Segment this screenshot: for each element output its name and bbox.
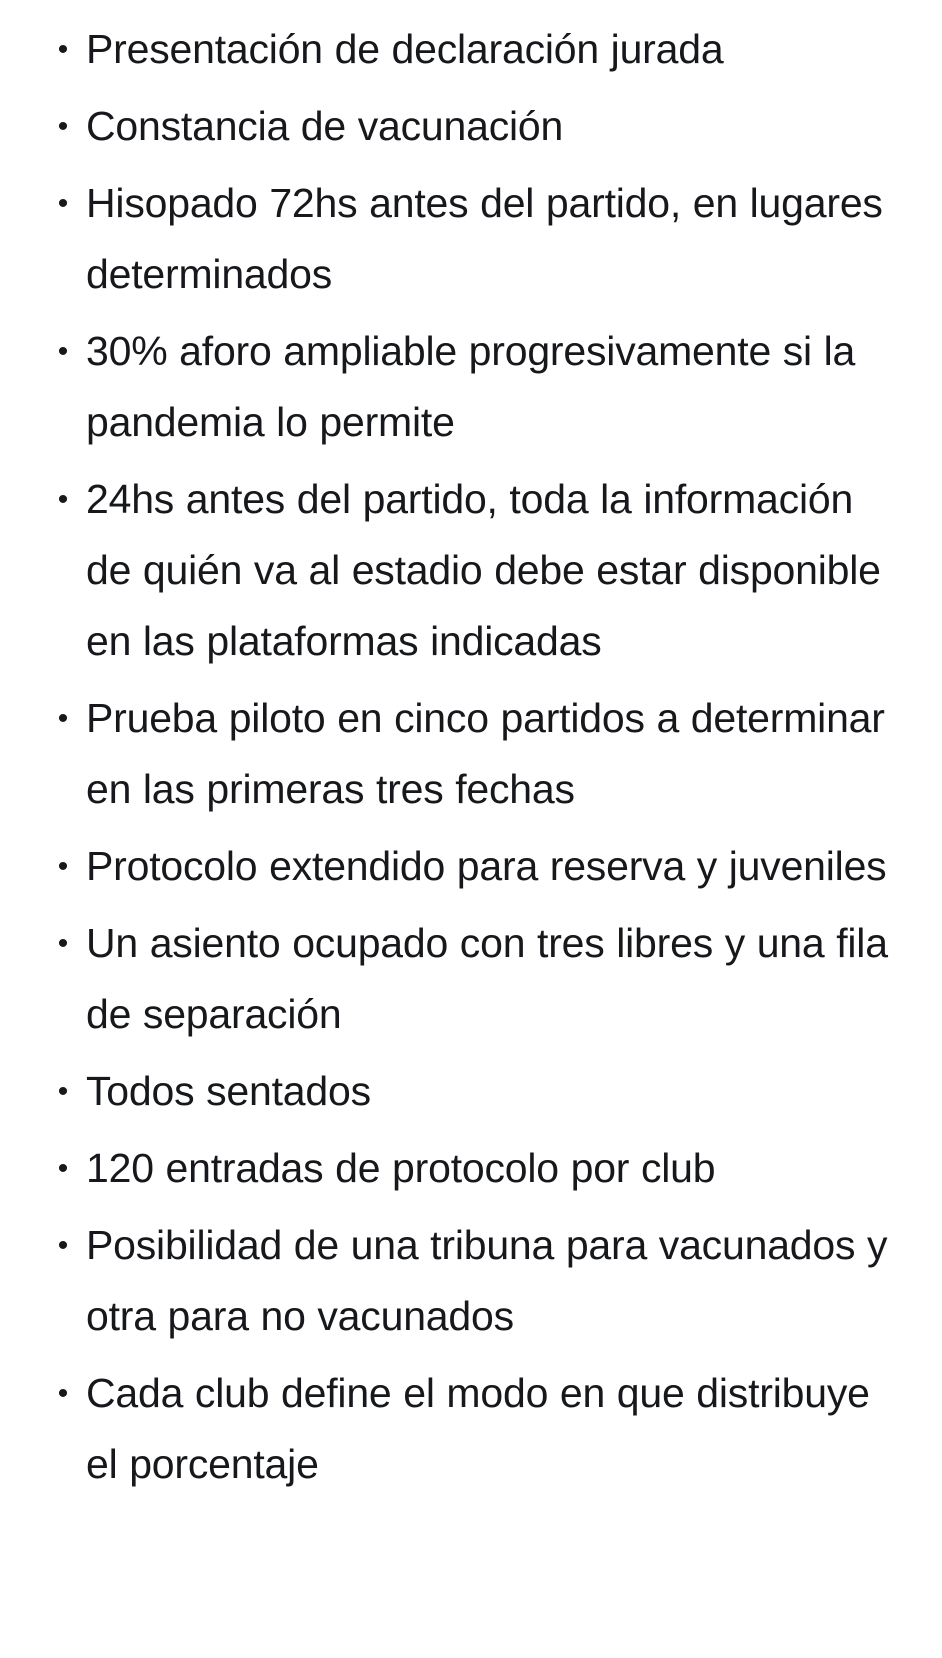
bullet-dot-icon: • — [57, 927, 69, 960]
list-item — [40, 464, 902, 677]
bullet-dot-icon: • — [57, 702, 69, 735]
list-item — [40, 1056, 902, 1127]
list-item — [40, 683, 902, 825]
list-item-text: Prueba piloto en cinco partidos a determinar en las primeras tres fechas — [86, 695, 885, 812]
list-item-text: Constancia de vacunación — [86, 103, 564, 149]
bullet-dot-icon: • — [57, 483, 69, 516]
bullet-dot-icon: • — [57, 33, 69, 66]
list-item-text: 30% aforo ampliable progresivamente si la pandemia lo permite — [86, 328, 856, 445]
list-item — [40, 91, 902, 162]
bullet-dot-icon: • — [57, 850, 69, 883]
list-item-text: Hisopado 72hs antes del partido, en lugares determinados — [86, 180, 883, 297]
protocol-bullet-list — [40, 14, 902, 1500]
list-item-text: Presentación de declaración jurada — [86, 26, 724, 72]
bullet-dot-icon: • — [57, 1229, 69, 1262]
bullet-dot-icon: • — [57, 1377, 69, 1410]
list-item-text: 24hs antes del partido, toda la información de quién va al estadio debe estar disponible en las plataformas indicadas — [86, 476, 881, 664]
list-item — [40, 316, 902, 458]
list-item — [40, 908, 902, 1050]
bullet-dot-icon: • — [57, 335, 69, 368]
list-item-text: 120 entradas de protocolo por club — [86, 1145, 716, 1191]
bullet-dot-icon: • — [57, 110, 69, 143]
list-item — [40, 168, 902, 310]
list-item — [40, 14, 902, 85]
list-item-text: Todos sentados — [86, 1068, 371, 1114]
list-item — [40, 1133, 902, 1204]
bullet-dot-icon: • — [57, 1152, 69, 1185]
list-item — [40, 1210, 902, 1352]
list-item — [40, 1358, 902, 1500]
list-item-text: Protocolo extendido para reserva y juveniles — [86, 843, 887, 889]
list-item-text: Cada club define el modo en que distribuye el porcentaje — [86, 1370, 870, 1487]
bullet-dot-icon: • — [57, 187, 69, 220]
list-item-text: Posibilidad de una tribuna para vacunados y otra para no vacunados — [86, 1222, 888, 1339]
list-item — [40, 831, 902, 902]
list-item-text: Un asiento ocupado con tres libres y una fila de separación — [86, 920, 888, 1037]
bullet-dot-icon: • — [57, 1075, 69, 1108]
